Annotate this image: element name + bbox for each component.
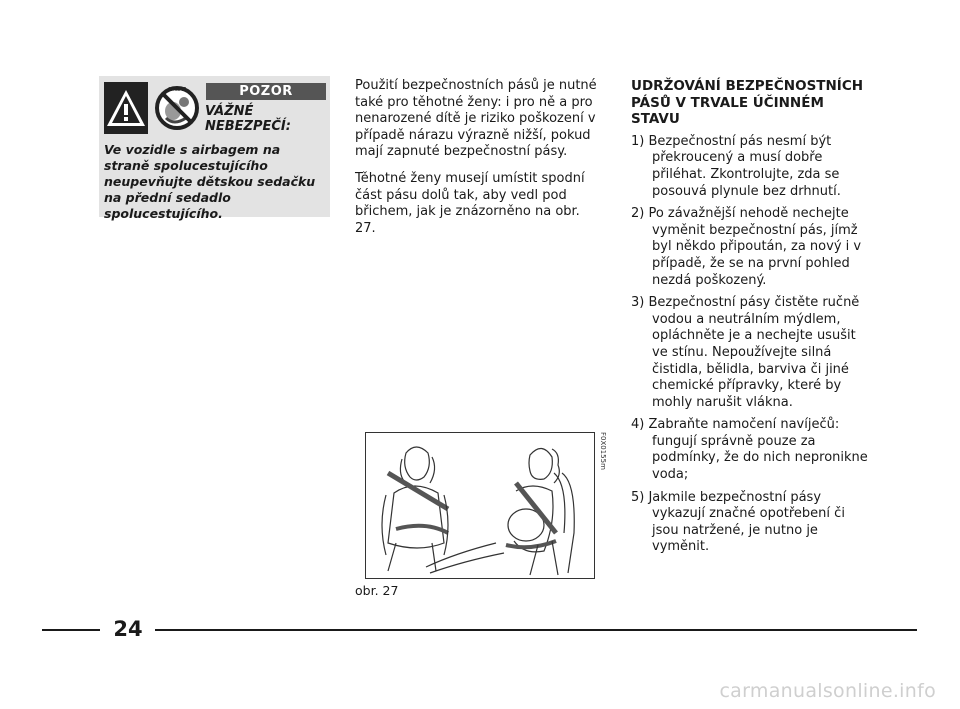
watermark: carmanualsonline.info bbox=[719, 680, 936, 702]
warning-box bbox=[99, 76, 330, 221]
figure-illustration bbox=[365, 432, 595, 579]
page-number: 24 bbox=[113, 617, 143, 641]
right-column bbox=[631, 78, 873, 562]
list-item: 1) Bezpečnostní pás nesmí být překroucený a musí dobře přiléhat. Zkontrolujte, zda se posouvá plynule bez drhnutí. bbox=[631, 133, 841, 199]
no-child-seat-airbag-icon bbox=[154, 82, 200, 134]
footer-rule-left bbox=[42, 629, 100, 631]
list-item: 2) Po závažnější nehodě nechejte vyměnit bezpečnostní pás, jímž byl někdo připoután, za nový i v případě, že se na první pohled nezdá poškozený. bbox=[631, 206, 862, 288]
warning-triangle-icon bbox=[104, 82, 148, 134]
warning-title bbox=[205, 104, 295, 134]
maintenance-list bbox=[631, 134, 873, 556]
list-item: 5) Jakmile bezpečnostní pásy vykazují značné opotřebení či jsou natržené, je nutno je vyměnit. bbox=[631, 489, 845, 555]
list-item: 4) Zabraňte namočení navíječů: fungují správně pouze za podmínky, že do nich nepronikne voda; bbox=[631, 417, 868, 483]
footer-rule-right bbox=[155, 629, 917, 631]
warning-text: Ve vozidle s airbagem na straně spolucestujícího neupevňujte dětskou sedačku na přední sedadlo spolucestujícího. bbox=[104, 142, 316, 221]
list-item: 3) Bezpečnostní pásy čistěte ručně vodou a neutrálním mýdlem, opláchněte je a nechejte usušit ve stínu. Nepoužívejte silná čistidla, bělidla, barviva či jiné chemické přípravky, které by mohly narušit vlákna. bbox=[631, 295, 860, 410]
section-heading: UDRŽOVÁNÍ BEZPEČNOSTNÍCH PÁSŮ V TRVALE ÚČINNÉM STAVU bbox=[631, 78, 864, 128]
figure-caption: obr. 27 bbox=[355, 583, 399, 598]
middle-column bbox=[355, 78, 600, 247]
figure-code bbox=[596, 432, 608, 492]
paragraph-pregnant-women: Použití bezpečnostních pásů je nutné také pro těhotné ženy: i pro ně a pro nenarozené dítě je riziko poškození v případě nárazu výrazně nižší, pokud mají zapnuté bezpečnostní pásy. bbox=[355, 78, 597, 160]
figure-code-text: F0X0155m bbox=[599, 432, 607, 470]
airbag-icon-label: AIRBAG bbox=[167, 87, 187, 93]
pozor-badge: POZOR bbox=[206, 83, 326, 100]
warning-title-text: VÁŽNÉ NEBEZPEČÍ: bbox=[205, 104, 291, 134]
pregnant-women-seatbelt-illustration bbox=[366, 433, 593, 577]
paragraph-belt-position: Těhotné ženy musejí umístit spodní část pásu dolů tak, aby vedl pod břichem, jak je znázorněno na obr. 27. bbox=[355, 170, 585, 236]
